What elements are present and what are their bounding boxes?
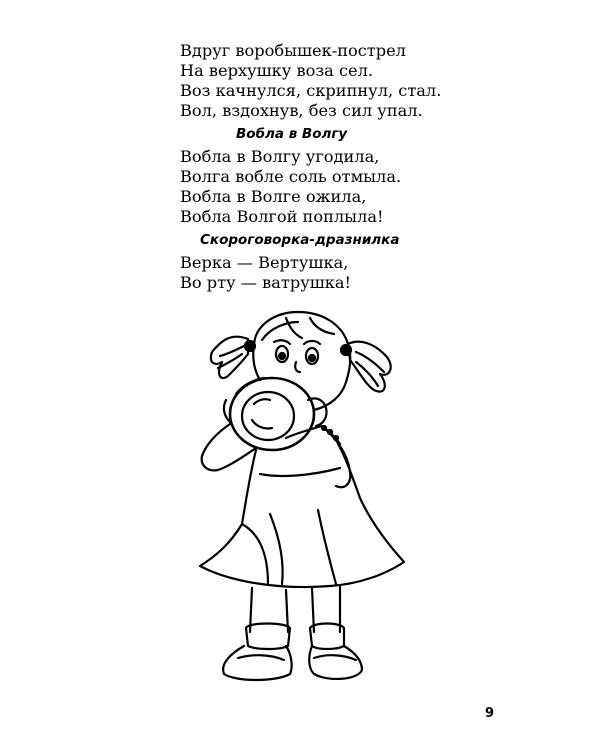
poem-vobla <box>180 147 401 227</box>
left-pigtail <box>211 337 255 378</box>
head-left-edge <box>253 344 260 380</box>
poem-line: Воз качнулся, скрипнул, стал. <box>180 81 442 100</box>
poem-line: Волга вобле соль отмыла. <box>180 167 402 186</box>
head-right-edge <box>314 382 346 410</box>
face <box>274 340 320 372</box>
poem-line: Вобла в Волгу угодила, <box>180 147 380 166</box>
girl-eating-cheesecake-icon <box>190 304 420 694</box>
right-shoe <box>309 646 362 679</box>
poem-line: Во рту — ватрушка! <box>180 273 352 292</box>
page-number: 9 <box>485 706 495 721</box>
poem-line: Вдруг воробышек-пострел <box>180 41 406 60</box>
poem-title: Вобла в Волгу <box>236 126 348 142</box>
poem-line: На верхушку воза сел. <box>180 61 374 80</box>
poem-line: Верка — Вертушка, <box>180 253 349 272</box>
poem-title: Скороговорка-дразнилка <box>200 232 400 248</box>
poem-line: Вол, вздохнув, без сил упал. <box>180 101 423 120</box>
left-shoe <box>223 646 292 680</box>
poem-skorogovorka <box>180 253 351 293</box>
poem-line: Вобла в Волге ожила, <box>180 187 367 206</box>
poem-vorobyshek <box>180 41 441 121</box>
left-sock <box>246 624 290 650</box>
vatrushka <box>230 378 314 450</box>
hair-outline <box>254 312 350 382</box>
dress <box>200 444 404 587</box>
poem-line: Вобла Волгой поплыла! <box>180 207 384 226</box>
